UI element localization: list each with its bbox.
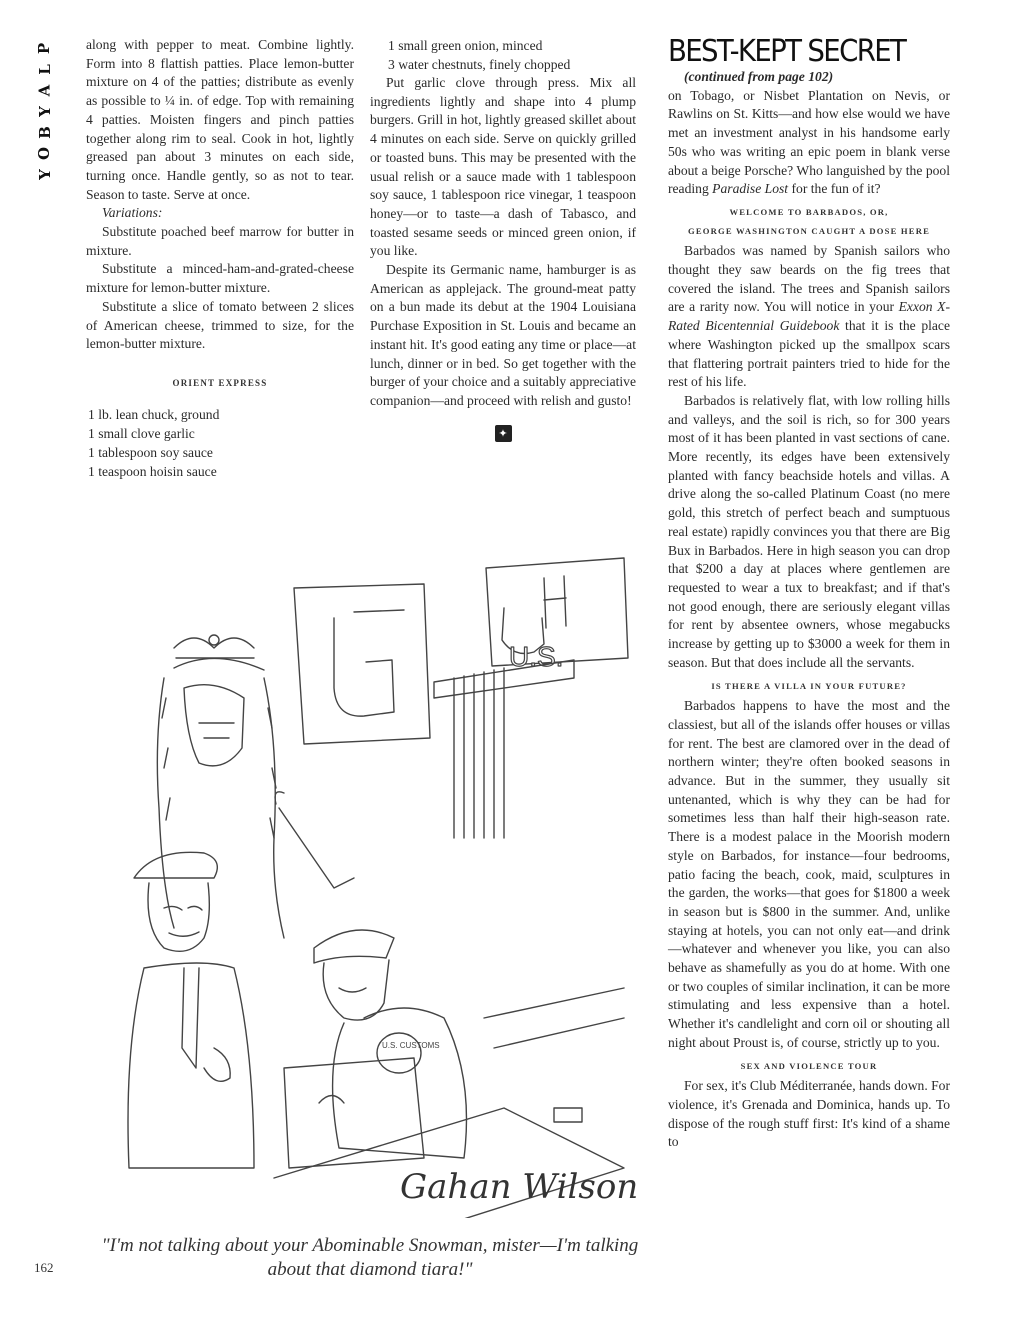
tourist-figure xyxy=(128,852,254,1168)
flag-stripes xyxy=(434,660,574,838)
paragraph: along with pepper to meat. Combine lightly. Form into 8 flattish patties. Place lemon-butter mixture on 4 of the patties; distribute as evenly as possible to ¼ in. of edge. Top with remaining 4 patties. Moisten fingers and pinch patties together along rim to seal. Cook in hot, lightly greased pan about 3 minutes on each side, turning once. Handle gently, so as not to tear. Season to taste. Serve at once. xyxy=(86,37,354,202)
paragraph: Substitute poached beef marrow for butter in mixture. xyxy=(86,224,354,258)
ingredient-item: 1 lb. lean chuck, ground xyxy=(88,406,220,422)
page-number: 162 xyxy=(34,1260,54,1275)
section-heading-line: GEORGE WASHINGTON CAUGHT A DOSE HERE xyxy=(687,225,931,236)
paragraph xyxy=(668,242,950,392)
text-run: Barbados was named by Spanish sailors who thought they saw beards on the fig trees that covered the island. The trees and Spanish sailors are a rarity now. You will notice in your xyxy=(668,243,950,315)
text-column-1 xyxy=(86,36,354,481)
continued-note: (continued from page 102) xyxy=(684,69,834,84)
customs-armband-label: U.S. CUSTOMS xyxy=(382,1041,440,1050)
article-title: BEST-KEPT SECRET xyxy=(668,34,906,69)
text-column-3 xyxy=(668,36,950,1152)
window-frames xyxy=(294,558,628,744)
paragraph xyxy=(668,87,950,199)
customs-officer-figure xyxy=(275,792,467,1158)
paragraph: Substitute a slice of tomato between 2 slices of American cheese, trimmed to size, for the lemon-butter mixture. xyxy=(86,298,354,352)
section-heading: SEX AND VIOLENCE TOUR xyxy=(740,1060,878,1071)
section-heading xyxy=(668,203,950,240)
italic-title: Exxon X-Rated Bicentennial Guidebook xyxy=(668,299,950,334)
section-heading-line: WELCOME TO BARBADOS, OR, xyxy=(729,206,889,217)
window-sign-letters: U.S. xyxy=(509,641,564,672)
logo-letter: Y xyxy=(35,169,54,180)
rabbit-end-mark-icon: ✦ xyxy=(495,425,512,442)
logo-letter: A xyxy=(35,84,54,97)
variations-heading: Variations: xyxy=(102,205,163,221)
cartoon-illustration xyxy=(104,548,644,1218)
artist-signature: Gahan Wilson xyxy=(400,1167,639,1207)
paragraph: Barbados is relatively flat, with low rolling hills and valleys, and the soil is rich, so for 300 years most of it has been planted in vast sections of cane. More recently, its edges have been extensively planted with fancy beachside hotels and villas. A drive along the so-called Platinum Coast (no mere gold, this stretch of perfect beach and sumptuous real estate) rapidly convinces you that there are Big Bux in Barbados. Here in high season you can drop that $200 a day at places where gentlemen are requested to wear a tux to breakfast; and if that's not good enough, there are seriously elegant villas for rent by absentee owners, whose megabucks increase by getting up to $3000 a week for them in season. But that does include all the servants. xyxy=(668,392,950,670)
section-heading: IS THERE A VILLA IN YOUR FUTURE? xyxy=(711,680,907,691)
ingredient-item: 1 teaspoon hoisin sauce xyxy=(88,463,217,479)
text-column-2 xyxy=(370,36,636,442)
logo-letter: B xyxy=(35,126,54,139)
text-run: for the fun of it? xyxy=(788,181,881,197)
paragraph: Substitute a minced-ham-and-grated-cheese mixture for lemon-butter mixture. xyxy=(86,261,354,296)
logo-letter: O xyxy=(35,146,54,161)
ingredient-item: 3 water chestnuts, finely chopped xyxy=(388,57,571,72)
gorilla-figure xyxy=(157,635,284,938)
paragraph: Put garlic clove through press. Mix all ingredients lightly and shape into 4 plump burgers. Grill in hot, lightly greased skillet about 4 minutes on each side. Serve on quickly grilled or toasted buns. This may be presented with the usual relish or a sauce made with 1 tablespoon soy sauce, 1 tablespoon rice vinegar, 1 teaspoon honey—or to taste—a dash of Tabasco, and toasted sesame seeds or minced green onion, if you like. xyxy=(370,75,636,259)
paragraph: Despite its Germanic name, hamburger is as American as applejack. The ground-meat patty on a bun made its debut at the 1904 Louisiana Purchase Exposition in St. Louis and became an instant hit. It's good eating any time or place—at lunch, dinner or in bed. So get together with the burger of your choice and a suitably appreciative companion—and proceed with relish and gusto! xyxy=(370,262,636,408)
text-run: that it is the place where Washington picked up the smallpox scars that flattering portrait painters tried to hide for the rest of his life. xyxy=(668,318,950,390)
ingredient-list xyxy=(370,36,636,74)
recipe-heading: ORIENT EXPRESS xyxy=(172,377,268,388)
ingredient-item: 1 small green onion, minced xyxy=(388,38,543,53)
magazine-side-logo xyxy=(30,38,60,185)
italic-title: Paradise Lost xyxy=(712,181,789,197)
ingredient-item: 1 small clove garlic xyxy=(88,425,195,441)
text-run: on Tobago, or Nisbet Plantation on Nevis, or Rawlins on St. Kitts—and how else would we have met an investment analyst in his handsome early 50s who was writing an epic poem in blank verse about a beige Porsche? Who languished by the pool reading xyxy=(668,87,950,197)
paragraph: For sex, it's Club Méditerranée, hands down. For violence, it's Grenada and Dominica, hands up. To dispose of the rough stuff first: It's kind of a shame to xyxy=(668,1078,950,1150)
paragraph: Barbados happens to have the most and the classiest, but all of the islands offer houses or villas for rent. The best are clamored over in the dead of northern winter; they're often booked seasons in advance. But in the summer, they usually sit untenanted, which is why they can be had for sometimes less than half their high-season rate. There is a modest palace in the Moorish modern style on Barbados, for instance—four bedrooms, patio facing the beach, cook, maid, sculptures in the garden, the works—that goes for $1800 a week in season but is $800 in the summer. And, unlike staying at hotels, you can not only eat—and drink—whatever and whenever you like, you can also behave as shamefully as you do at home. With one or two couples of similar inclination, it can be more stimulating and less expensive than a hotel. Whether it's candlelight and corn oil or shouting all night about Proust is, of course, strictly up to you. xyxy=(668,698,950,1050)
logo-letter: L xyxy=(35,64,54,75)
ingredient-list xyxy=(86,405,354,481)
logo-letter: P xyxy=(35,42,54,55)
ingredient-item: 1 tablespoon soy sauce xyxy=(88,444,213,460)
cartoon-caption: "I'm not talking about your Abominable Snowman, mister—I'm talking about that diamond tiara!" xyxy=(101,1235,639,1280)
logo-letter: Y xyxy=(35,106,54,117)
